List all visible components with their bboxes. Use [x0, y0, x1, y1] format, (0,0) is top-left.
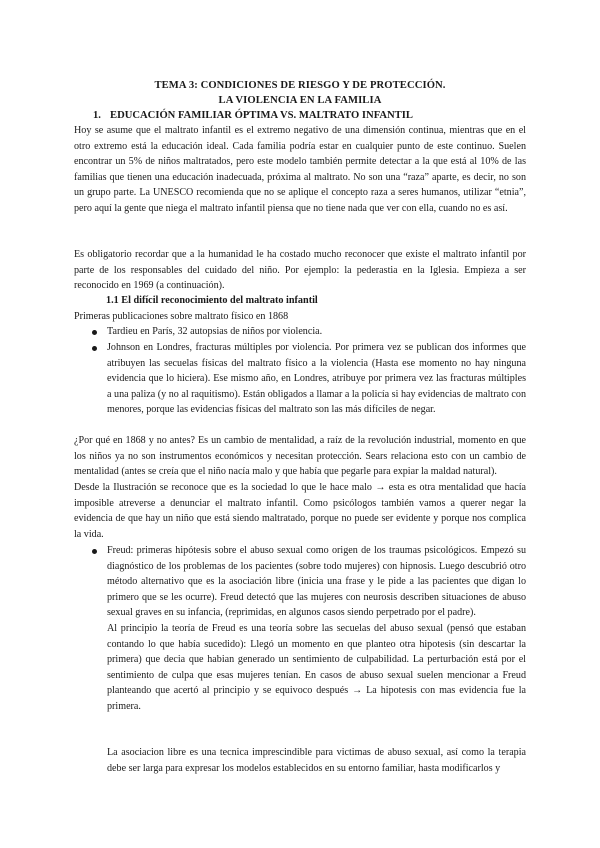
freud-theory-paragraph: Al principio la teoría de Freud es una teoría sobre las secuelas del abuso sexual (pensó que estaban contando lo que había sucedido): Llegó un momento en que planteo otra hipotesis (sin descartar la primera) que decia que habian generado un sentimiento de culpabilidad. La perturbación está por el sentimiento de culpa que esas mujeres tenían. En casos de abuso sexual suelen mencionar a Freud planteando que acertó al principio y se equivoco después → La hipotesis con mas evidencia fue la primera. — [107, 623, 526, 712]
paragraph-recognition: Es obligatorio recordar que a la humanidad le ha costado mucho reconocer que existe el maltrato infantil por parte de los responsables del cuidado del niño. Por ejemplo: la pederastia en la Iglesia. Empieza a ser reconocido en 1969 (a continuación). — [74, 249, 526, 292]
paragraph-continuum: Hoy se asume que el maltrato infantil es el extremo negativo de una dimensión continua, mientras que en el otro extremo está la educación ideal. Cada familia podría estar en cualquier punto de este continuo. Suelen encontrar un 5% de niños maltratados, pero este modelo también permite detectar a la que está al 10% de las familias que tienen una educación inadecuada, próxima al maltrato. No son una “raza” aparte, es decir, no son un grupo parte. La UNESCO recomienda que no se aplique el concepto raza a seres humanos, utilizar “etnia”, pero aquí la gente que niega el maltrato infantil piensa que no tiene nada que ver con ella, cuando no es así. — [74, 125, 526, 214]
bullet-icon — [92, 346, 97, 351]
document-title: TEMA 3: CONDICIONES DE RIESGO Y DE PROTECCIÓN. — [154, 80, 446, 91]
bullet-icon — [92, 330, 97, 335]
free-association-paragraph: La asociacion libre es una tecnica imprescindible para victimas de abuso sexual, así como la terapia debe ser larga para expresar los modelos establecidos en su entorno familiar, hasta modificarlos y — [107, 747, 526, 774]
document-subtitle: LA VIOLENCIA EN LA FAMILIA — [218, 95, 382, 106]
section-1-number: 1. — [93, 110, 101, 121]
paragraph-why-1868: ¿Por qué en 1868 y no antes? Es un cambio de mentalidad, a raíz de la revolución industrial, momento en que los niños ya no son instrumentos económicos y necesitan protección. Sears relaciona esto con un cambio de mentalidad (antes se creía que el niño nacía malo y que había que pegarle para expiar la maldad natural). — [74, 435, 526, 478]
section-1-title: EDUCACIÓN FAMILIAR ÓPTIMA VS. MALTRATO INFANTIL — [110, 110, 413, 121]
section-1-1-heading: 1.1 El difícil reconocimiento del maltrato infantil — [106, 295, 318, 306]
paragraph-enlightenment: Desde la Ilustración se reconoce que es la sociedad lo que le hace malo → esta es otra mentalidad que hacía imposible atreverse a denunciar el maltrato infantil. Como psicólogos también vamos a querer negar la evidencia de que hay un niño que está siendo maltratado, porque no puede ser evidente y porque nos complica la vida. — [74, 482, 526, 540]
publications-intro: Primeras publicaciones sobre maltrato físico en 1868 — [74, 311, 289, 322]
bullet-freud: Freud: primeras hipótesis sobre el abuso sexual como origen de los traumas psicológicos. Empezó su diagnóstico de los problemas de los pacientes (sobre todo mujeres) con hipnosis. Luego descubrió otro método alternativo que es la asociación libre (inicia una frase y le pide a las pacientes que digan lo primero que se les ocurre). Freud detectó que las mujeres con neurosis describen situaciones de abuso sexual graves en su infancia, (reprimidas, en algunos casos siendo perpetrado por el padre). — [107, 545, 526, 619]
bullet-icon — [92, 549, 97, 554]
bullet-johnson: Johnson en Londres, fracturas múltiples por violencia. Por primera vez se publican dos informes que atribuyen las secuelas físicas del maltrato físico a la violencia (Hasta ese momento no hay ninguna evidencia que lo hiciera). Ese mismo año, en Londres, atribuye por primera vez las fracturas múltiples a una paliza (y no al raquitismo). Están obligados a llamar a la policía si hay evidencias de maltrato con menores, porque las evidencias físicas del maltrato son las más difíciles de negar. — [107, 342, 526, 416]
bullet-tardieu: Tardieu en París, 32 autopsias de niños por violencia. — [107, 326, 323, 337]
section-1-heading — [93, 108, 413, 124]
